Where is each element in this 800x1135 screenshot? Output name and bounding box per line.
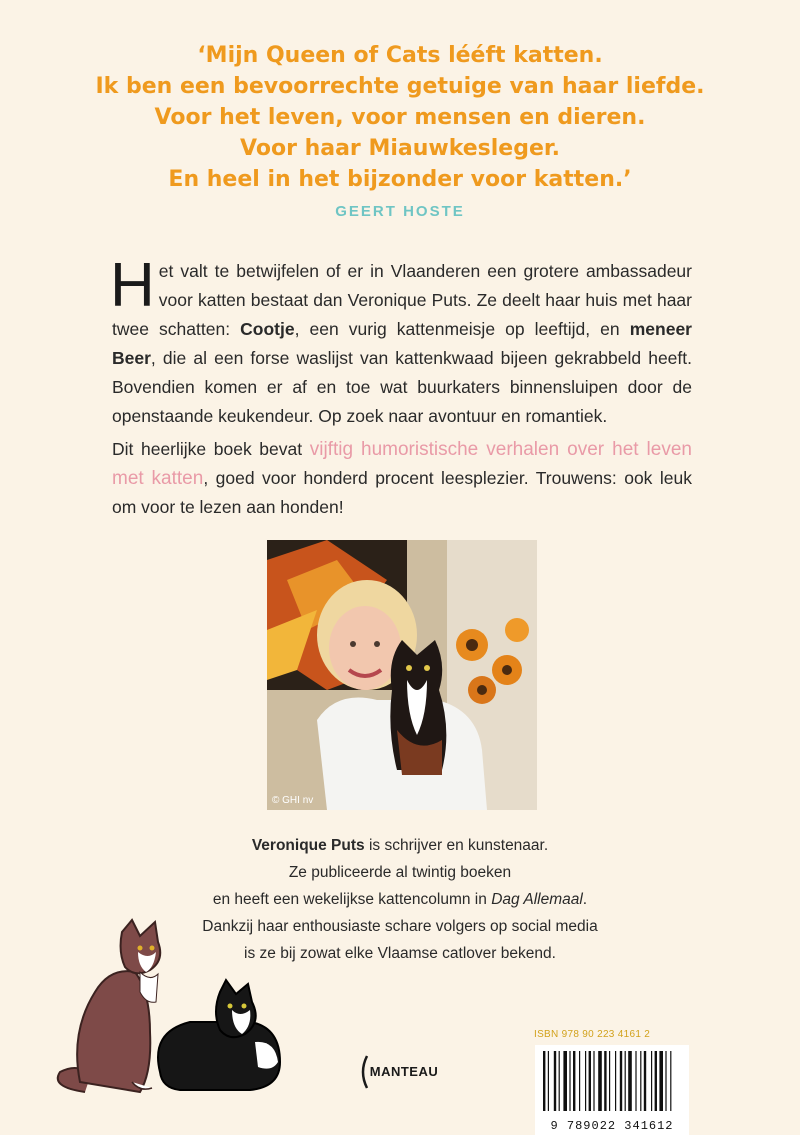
black-white-cat-icon (158, 980, 280, 1090)
isbn-label: ISBN 978 90 223 4161 2 (534, 1029, 651, 1040)
barcode-bar (593, 1051, 594, 1111)
drop-cap: H (110, 251, 155, 320)
blurb-highlight: vijftig humoristische verhalen over het leven met katten (112, 439, 692, 489)
blurb-text: Dit heerlijke boek bevat (112, 439, 310, 459)
bio-line: Dankzij haar enthousiaste schare volgers op social media (202, 918, 598, 935)
quote-line: ‘Mijn Queen of Cats lééft katten. (197, 43, 603, 68)
barcode-bar (655, 1051, 657, 1111)
barcode-bar (615, 1051, 616, 1111)
barcode-bar (635, 1051, 636, 1111)
bio-line: is ze bij zowat elke Vlaamse catlover bekend. (244, 945, 556, 962)
barcode-bar (585, 1051, 586, 1111)
barcode-bar (670, 1051, 671, 1111)
blurb-text: et valt te betwijfelen of er in Vlaanderen een grotere ambassadeur voor katten bestaat dan Veronique Puts. Ze deelt haar huis met haar twee schatten: (112, 261, 692, 339)
bio-line: Ze publiceerde al twintig boeken (288, 864, 512, 881)
barcode-bar (569, 1051, 570, 1111)
blurb-paragraph-1 (110, 251, 692, 431)
cover-quote (0, 40, 800, 195)
barcode-bar (628, 1051, 632, 1111)
barcode-bar (625, 1051, 626, 1111)
barcode-bar (659, 1051, 663, 1111)
barcode-bar (543, 1051, 545, 1111)
barcode-bar (609, 1051, 610, 1111)
cats-illustration (40, 912, 290, 1112)
barcode-bar (548, 1051, 549, 1111)
barcode-bar (640, 1051, 641, 1111)
publisher-logo (357, 1052, 451, 1092)
quote-line: Voor het leven, voor mensen en dieren. (154, 105, 646, 130)
quote-line: En heel in het bijzonder voor katten.’ (168, 167, 632, 192)
blurb-text: , goed voor honderd procent leesplezier. Trouwens: ook leuk om voor te lezen aan honden! (112, 468, 692, 517)
blurb-text: , een vurig kattenmeisje op leeftijd, en (294, 319, 630, 339)
barcode-bar (604, 1051, 606, 1111)
barcode-bar (620, 1051, 622, 1111)
barcode-bar (651, 1051, 652, 1111)
bio-line (0, 886, 800, 913)
publisher-name: MANTEAU (369, 1064, 439, 1079)
barcode-bar (563, 1051, 567, 1111)
barcode (535, 1045, 689, 1135)
bio-text: is schrijver en kunstenaar. (364, 837, 549, 854)
barcode-bar (644, 1051, 646, 1111)
photo-credit: © GHI nv (272, 795, 314, 806)
barcode-bar (559, 1051, 560, 1111)
author-photo (267, 540, 537, 810)
barcode-bar (579, 1051, 580, 1111)
barcode-number: 9 789022 341612 (550, 1119, 674, 1133)
blurb-paragraph-2 (112, 435, 692, 522)
bio-line (0, 832, 800, 859)
barcode-bar (589, 1051, 591, 1111)
barcode-bar (665, 1051, 666, 1111)
quote-author: GEERT HOSTE (335, 203, 465, 220)
quote-line: Ik ben een bevoorrechte getuige van haar liefde. (95, 74, 705, 99)
brown-cat-icon (58, 920, 160, 1092)
cat-name-cootje: Cootje (240, 319, 295, 339)
author-photo-illustration (267, 540, 537, 810)
author-name: Veronique Puts (251, 837, 365, 854)
barcode-bar (554, 1051, 556, 1111)
cat-name-beer: meneer Beer (112, 319, 692, 368)
blurb-text: , die al een forse waslijst van kattenkwaad bijeen gekrabbeld heeft. Bovendien komen er af en toe wat buurkaters binnensluipen door de openstaande keukendeur. Op zoek naar avontuur en romantiek. (112, 348, 692, 426)
barcode-bar (598, 1051, 602, 1111)
barcode-bars (535, 1045, 689, 1115)
bio-text: en heeft een wekelijkse kattencolumn in (212, 891, 492, 908)
magazine-name: Dag Allemaal (491, 891, 583, 908)
barcode-bar (573, 1051, 575, 1111)
quote-line: Voor haar Miauwkesleger. (240, 136, 560, 161)
bio-text: . (582, 891, 588, 908)
